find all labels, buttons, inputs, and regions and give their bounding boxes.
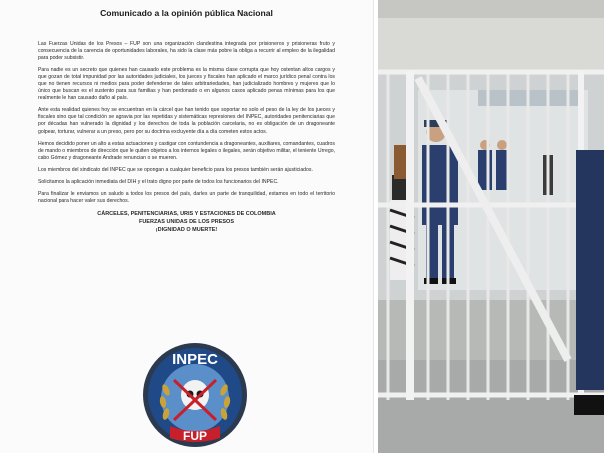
signature-block — [14, 210, 359, 234]
paragraph-1: Las Fuerzas Unidas de los Presos – FUP son una organización clandestina integrada por prisioneros y prisioneras fruto y consecuencia de la carencia de oportunidades laborales, ha sido la clase más pobre la obliga a recurrir al empleo de la ilegalidad para poder subsistir. — [38, 41, 335, 62]
fup-emblem — [140, 340, 250, 450]
paragraph-7: Para finalizar le enviamos un saludo a todos los presos del país, darles un parte de tranquilidad, estamos en todo el territorio nacional para hacer valer sus derechos. — [38, 190, 335, 204]
paragraph-2: Para nadie es un secreto que quienes han causado este problema es la misma clase corrupta que hoy ostentan altos cargos y que gozan de total impunidad por las autoridades judiciales, los jueces y fiscales han aplicado el marco jurídico penal contra los que no tienen recursos ni medios para poder defenderse de tales arbitrariedades, han judicializado hombres y mujeres que lo único que buscan es el sustento para sus familias y han perdonado o en algunos casos aplicado penas mínimas para los que realmente le han causado daño al país. — [38, 67, 335, 102]
document-title: Comunicado a la opinión pública Nacional — [100, 8, 273, 18]
emblem-bottom-text: FUP — [183, 429, 207, 443]
signature-line-2: FUERZAS UNIDAS DE LOS PRESOS — [138, 218, 235, 225]
prison-photo — [378, 0, 604, 453]
paragraph-4: Hemos decidido poner un alto a estas actuaciones y castigar con contundencia a dragoneantes, auxiliares, comandantes, cuadros de mando o miembros de dirección que le quiten objetos a los internos legales o ilegales, serán objetivo militar, el teniente Urrego, cabo Gómez y dragoneante Andrade renuncian o se mueren. — [38, 140, 335, 161]
paragraph-6: Solicitamos la aplicación inmediata del DIH y el trato digno por parte de todos los funcionarios del INPEC. — [38, 178, 279, 185]
signature-line-3: ¡DIGNIDAD O MUERTE! — [155, 226, 218, 233]
paragraph-3: Ante esta realidad quienes hoy se encuentran en la cárcel que han tenido que soportar no solo el peso de la ley de los jueces y fiscales sino que tal condición se agravia por las repetidas y sistemáticas represiones del INPEC, autoridades penitenciarias que por décadas han vulnerado la dignidad y los derechos de toda la población carcelaria, no es obligación de un dragoneante golpear, torturar, vulnerar a un preso, pero por su doctrina excluyente día a día cometen estos actos. — [38, 107, 335, 135]
emblem-top-text: INPEC — [172, 351, 218, 368]
paragraph-5: Los miembros del sindicato del INPEC que se opongan a cualquier beneficio para los presos también serán ajusticiados. — [38, 166, 313, 173]
signature-line-1: CÁRCELES, PENITENCIARIAS, URIS Y ESTACIONES DE COLOMBIA — [97, 210, 276, 217]
